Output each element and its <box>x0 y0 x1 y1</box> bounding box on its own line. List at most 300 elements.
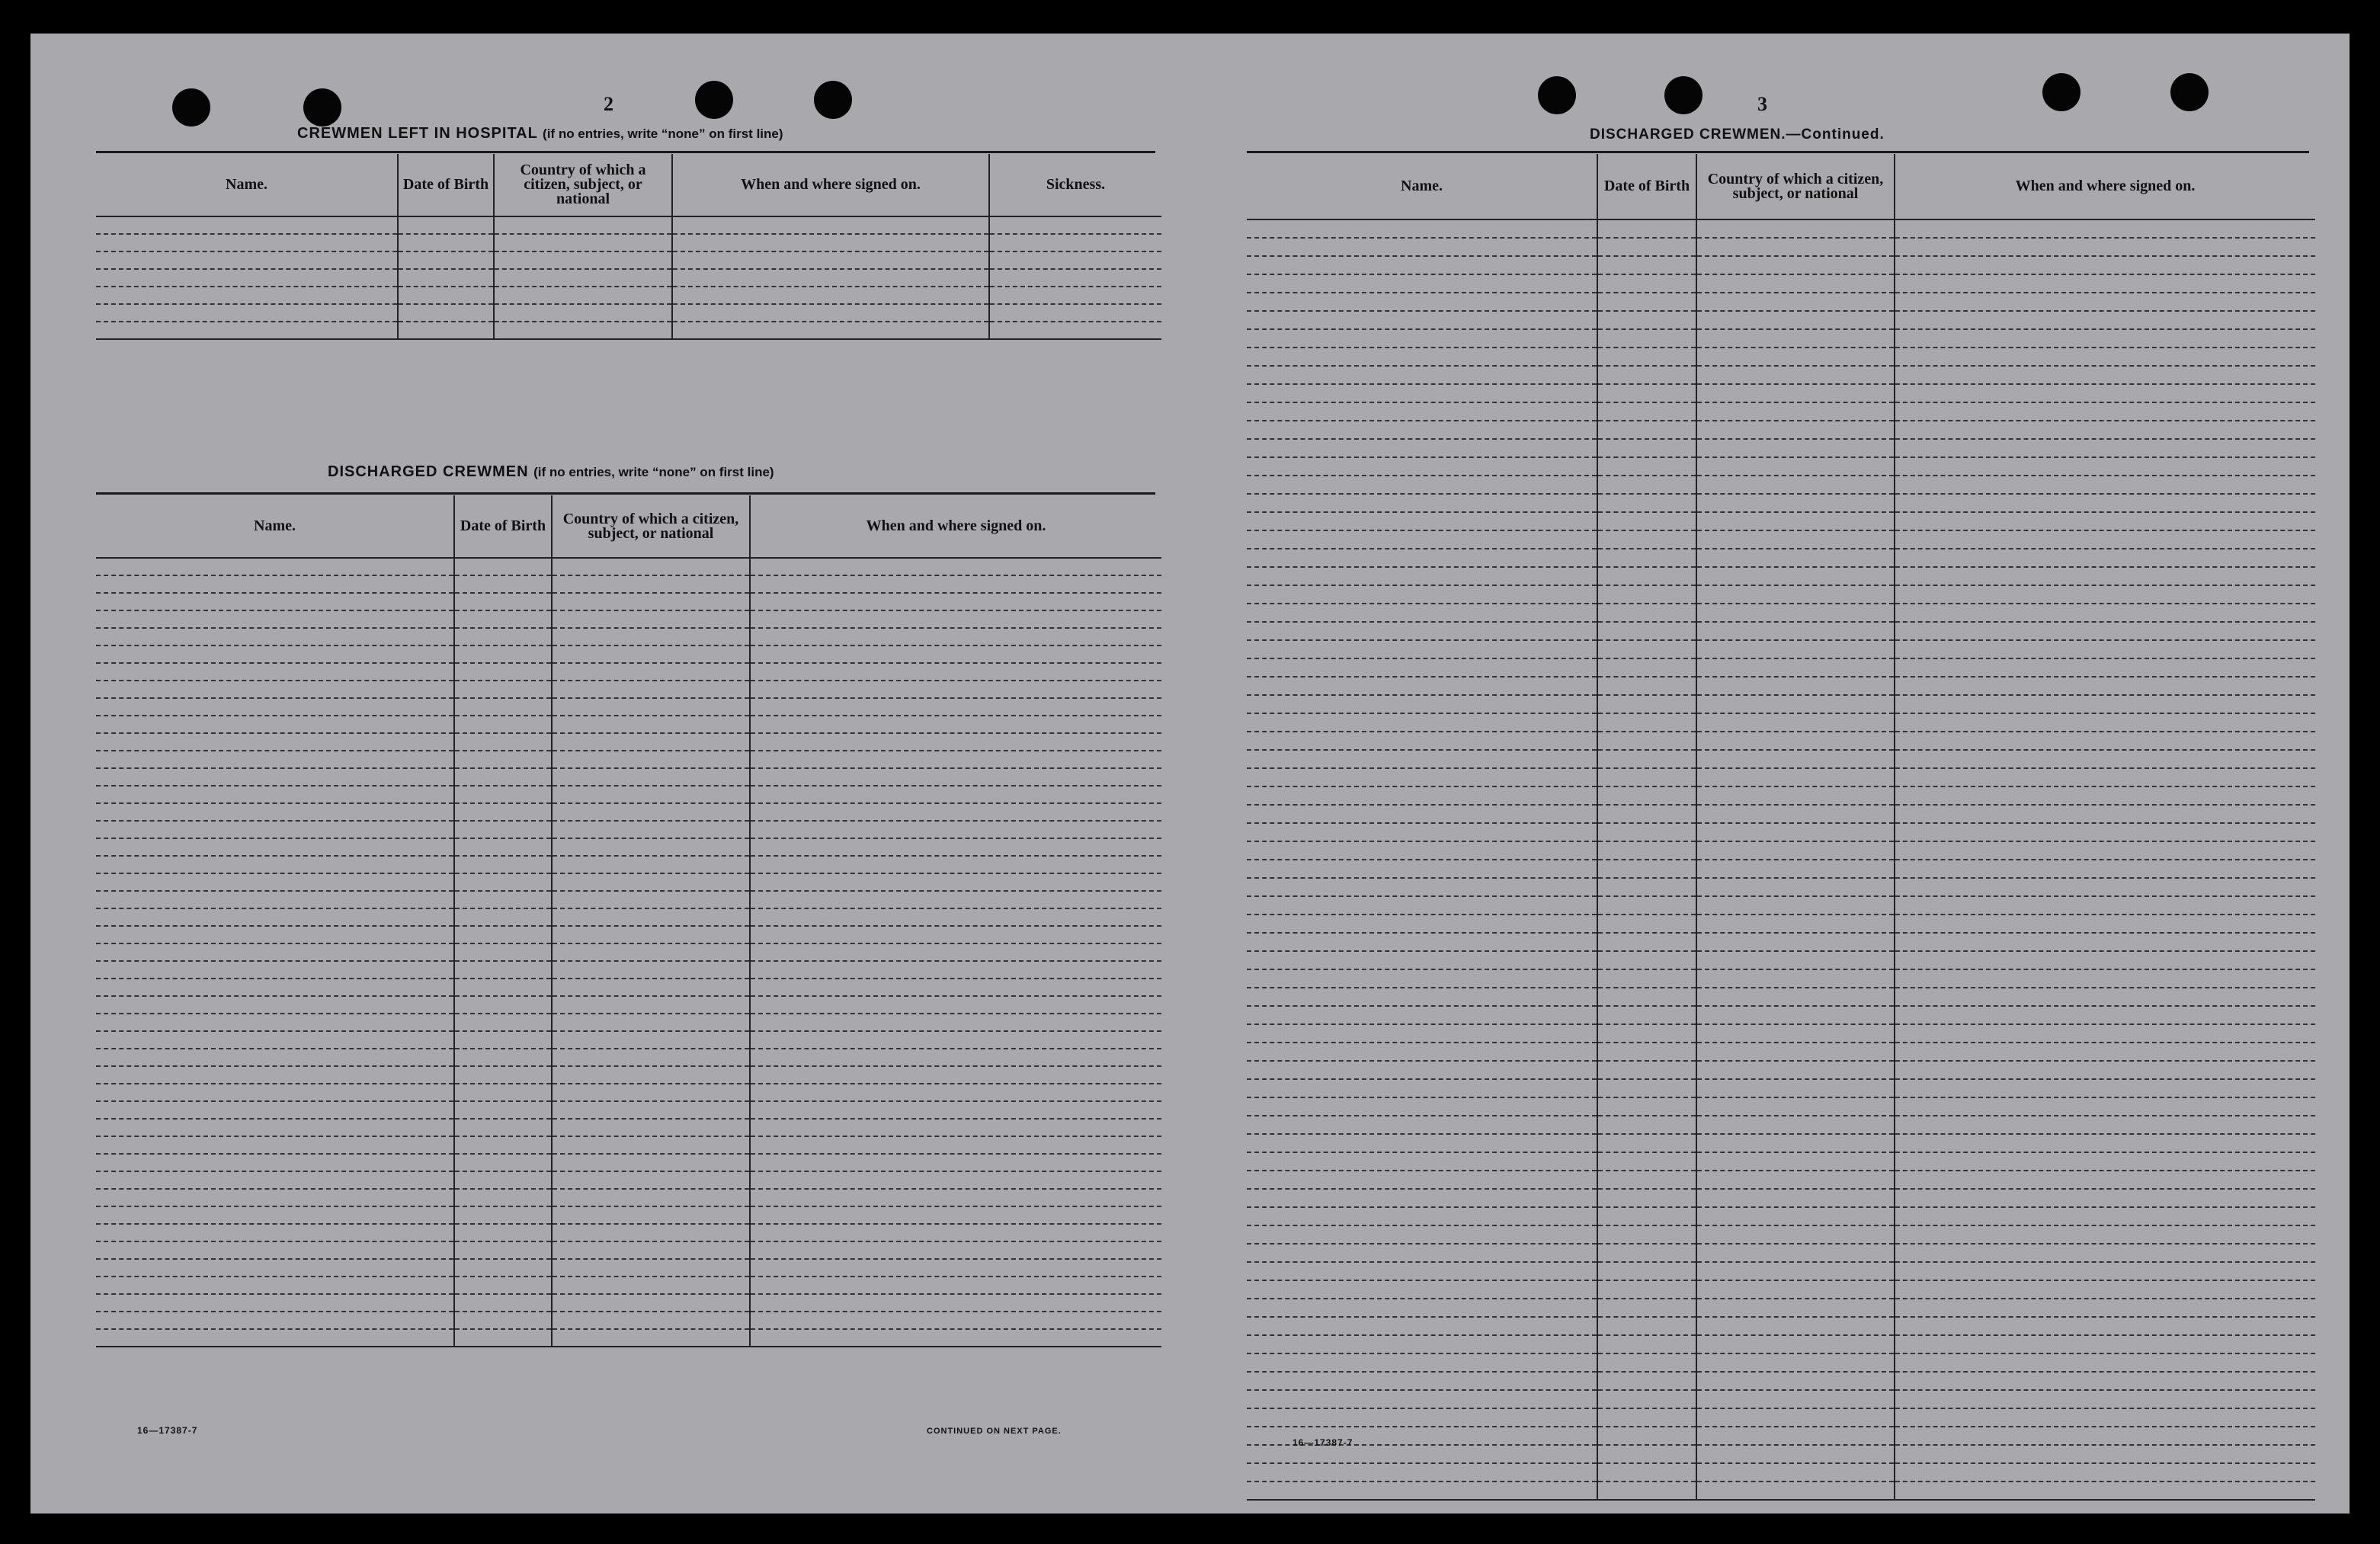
blank-cell <box>1696 476 1895 494</box>
blank-cell <box>96 1136 454 1154</box>
blank-cell <box>552 1136 750 1154</box>
blank-entry-row <box>1247 1299 2315 1317</box>
blank-cell <box>454 891 552 908</box>
blank-cell <box>1597 1463 1696 1482</box>
blank-cell <box>398 251 494 269</box>
blank-cell <box>1696 1317 1895 1335</box>
blank-cell <box>1895 768 2315 786</box>
column-header-country: Country of which a citizen, subject, or national <box>1696 154 1895 219</box>
blank-cell <box>672 287 989 304</box>
blank-entry-row <box>96 269 1161 287</box>
blank-cell <box>552 1259 750 1277</box>
blank-cell <box>1597 421 1696 439</box>
column-header-signed-on: When and where signed on. <box>750 495 1161 558</box>
blank-entry-row <box>1247 1335 2315 1353</box>
blank-cell <box>1895 476 2315 494</box>
blank-cell <box>552 558 750 575</box>
blank-cell <box>1597 1152 1696 1171</box>
blank-cell <box>454 1259 552 1277</box>
blank-entry-row <box>96 234 1161 251</box>
blank-cell <box>1597 1207 1696 1225</box>
blank-cell <box>398 234 494 251</box>
blank-cell <box>1597 750 1696 768</box>
blank-cell <box>1696 713 1895 732</box>
blank-entry-row <box>96 1312 1161 1329</box>
blank-cell <box>1696 421 1895 439</box>
blank-cell <box>454 698 552 716</box>
blank-cell <box>1247 439 1597 457</box>
blank-entry-row <box>1247 348 2315 366</box>
blank-cell <box>1247 1244 1597 1262</box>
blank-cell <box>1247 1043 1597 1061</box>
blank-cell <box>494 287 672 304</box>
blank-entry-row <box>1247 860 2315 878</box>
blank-cell <box>1247 494 1597 512</box>
blank-cell <box>1696 915 1895 933</box>
blank-cell <box>1895 988 2315 1006</box>
blank-entry-row <box>96 1154 1161 1171</box>
blank-entry-row <box>1247 1482 2315 1500</box>
blank-entry-row <box>96 645 1161 663</box>
blank-cell <box>1597 1262 1696 1280</box>
blank-cell <box>1247 274 1597 293</box>
blank-cell <box>750 1049 1161 1066</box>
blank-entry-row <box>1247 585 2315 604</box>
blank-cell <box>1247 219 1597 238</box>
blank-entry-row <box>1247 988 2315 1006</box>
blank-cell <box>1895 713 2315 732</box>
blank-cell <box>1247 786 1597 805</box>
blank-entry-row <box>1247 1116 2315 1134</box>
blank-cell <box>454 1312 552 1329</box>
blank-cell <box>1895 1079 2315 1097</box>
blank-cell <box>454 663 552 681</box>
blank-cell <box>1597 969 1696 988</box>
blank-cell <box>96 1224 454 1241</box>
column-header-country: Country of which a citizen, subject, or national <box>494 154 672 216</box>
blank-cell <box>1597 640 1696 658</box>
blank-cell <box>1696 841 1895 860</box>
blank-cell <box>750 821 1161 838</box>
blank-cell <box>1597 823 1696 841</box>
blank-cell <box>750 628 1161 645</box>
blank-cell <box>1597 476 1696 494</box>
blank-cell <box>96 610 454 628</box>
blank-entry-row <box>1247 805 2315 823</box>
blank-cell <box>1696 604 1895 622</box>
blank-cell <box>1247 933 1597 951</box>
blank-entry-row <box>1247 402 2315 421</box>
blank-cell <box>1597 274 1696 293</box>
blank-entry-row <box>1247 366 2315 384</box>
blank-cell <box>1247 348 1597 366</box>
blank-cell <box>1696 274 1895 293</box>
blank-entry-row <box>1247 329 2315 348</box>
blank-cell <box>1895 1482 2315 1500</box>
blank-entry-row <box>1247 1244 2315 1262</box>
blank-cell <box>96 698 454 716</box>
blank-cell <box>1247 1390 1597 1408</box>
blank-cell <box>750 1294 1161 1312</box>
blank-cell <box>1895 1353 2315 1372</box>
blank-cell <box>1696 1134 1895 1152</box>
blank-cell <box>552 961 750 979</box>
blank-cell <box>1597 585 1696 604</box>
blank-cell <box>1696 1427 1895 1445</box>
blank-cell <box>454 1014 552 1031</box>
blank-cell <box>1696 1097 1895 1116</box>
blank-cell <box>1895 1463 2315 1482</box>
blank-cell <box>1696 640 1895 658</box>
blank-cell <box>672 216 989 234</box>
blank-cell <box>96 628 454 645</box>
blank-cell <box>1597 329 1696 348</box>
blank-cell <box>1597 878 1696 896</box>
blank-cell <box>750 610 1161 628</box>
blank-entry-row <box>96 943 1161 961</box>
blank-cell <box>1696 1171 1895 1189</box>
blank-cell <box>96 269 398 287</box>
blank-cell <box>1696 494 1895 512</box>
blank-cell <box>96 733 454 751</box>
form-number: 16—17387-7 <box>137 1425 198 1436</box>
blank-entry-row <box>96 733 1161 751</box>
blank-cell <box>1597 1171 1696 1189</box>
blank-cell <box>1247 896 1597 915</box>
blank-cell <box>1597 402 1696 421</box>
blank-cell <box>1895 1244 2315 1262</box>
blank-cell <box>96 681 454 698</box>
entry-lines <box>96 558 1161 1347</box>
blank-cell <box>1597 1189 1696 1207</box>
blank-entry-row <box>1247 823 2315 841</box>
blank-cell <box>1597 530 1696 549</box>
blank-cell <box>750 1312 1161 1329</box>
blank-cell <box>96 1294 454 1312</box>
blank-entry-row <box>96 1189 1161 1206</box>
blank-cell <box>1696 1043 1895 1061</box>
blank-cell <box>1247 476 1597 494</box>
blank-cell <box>454 716 552 733</box>
blank-entry-row <box>1247 1079 2315 1097</box>
blank-cell <box>398 322 494 339</box>
blank-cell <box>96 1154 454 1171</box>
blank-cell <box>1696 1061 1895 1079</box>
blank-cell <box>454 575 552 593</box>
blank-cell <box>750 926 1161 943</box>
blank-cell <box>1895 1189 2315 1207</box>
blank-cell <box>1895 1372 2315 1390</box>
blank-cell <box>1247 713 1597 732</box>
blank-entry-row <box>1247 1445 2315 1463</box>
blank-cell <box>750 786 1161 803</box>
blank-cell <box>1247 1079 1597 1097</box>
blank-entry-row <box>96 593 1161 610</box>
blank-cell <box>1247 1225 1597 1244</box>
blank-cell <box>454 908 552 926</box>
blank-cell <box>1247 293 1597 311</box>
punch-hole <box>303 88 341 127</box>
blank-cell <box>1696 1299 1895 1317</box>
blank-cell <box>1247 1482 1597 1500</box>
blank-cell <box>552 628 750 645</box>
blank-cell <box>398 269 494 287</box>
blank-cell <box>750 1031 1161 1049</box>
blank-cell <box>1696 622 1895 640</box>
blank-entry-row <box>96 322 1161 339</box>
blank-cell <box>1696 1152 1895 1171</box>
blank-cell <box>96 768 454 786</box>
blank-entry-row <box>1247 750 2315 768</box>
blank-cell <box>1696 1445 1895 1463</box>
blank-cell <box>1895 1280 2315 1299</box>
blank-cell <box>1597 366 1696 384</box>
blank-cell <box>552 1049 750 1066</box>
blank-cell <box>96 1189 454 1206</box>
blank-entry-row <box>96 1259 1161 1277</box>
blank-cell <box>96 926 454 943</box>
blank-entry-row <box>96 856 1161 873</box>
blank-cell <box>1895 293 2315 311</box>
blank-cell <box>552 1014 750 1031</box>
blank-cell <box>672 269 989 287</box>
blank-entry-row <box>96 1294 1161 1312</box>
blank-cell <box>1696 988 1895 1006</box>
blank-cell <box>1696 786 1895 805</box>
blank-cell <box>1895 933 2315 951</box>
blank-cell <box>1597 1445 1696 1463</box>
blank-cell <box>1597 933 1696 951</box>
blank-cell <box>1895 786 2315 805</box>
blank-cell <box>1247 384 1597 402</box>
blank-cell <box>1895 951 2315 969</box>
blank-cell <box>1895 695 2315 713</box>
blank-cell <box>1696 878 1895 896</box>
blank-cell <box>1696 1353 1895 1372</box>
blank-entry-row <box>1247 1390 2315 1408</box>
blank-cell <box>552 1329 750 1347</box>
blank-entry-row <box>96 1171 1161 1189</box>
blank-cell <box>96 751 454 768</box>
blank-cell <box>1696 366 1895 384</box>
blank-cell <box>96 961 454 979</box>
blank-cell <box>1895 750 2315 768</box>
blank-cell <box>96 1206 454 1224</box>
blank-entry-row <box>1247 494 2315 512</box>
blank-cell <box>750 1084 1161 1101</box>
blank-cell <box>1597 768 1696 786</box>
blank-entry-row <box>96 1049 1161 1066</box>
blank-entry-row <box>1247 1207 2315 1225</box>
blank-cell <box>1696 585 1895 604</box>
blank-cell <box>1247 1006 1597 1024</box>
blank-cell <box>1247 969 1597 988</box>
blank-cell <box>454 1277 552 1294</box>
blank-entry-row <box>1247 732 2315 750</box>
blank-cell <box>552 1031 750 1049</box>
blank-cell <box>1895 677 2315 695</box>
blank-cell <box>1597 256 1696 274</box>
blank-cell <box>454 645 552 663</box>
blank-cell <box>552 1206 750 1224</box>
blank-cell <box>1895 896 2315 915</box>
blank-cell <box>750 891 1161 908</box>
column-header-name: Name. <box>96 154 398 216</box>
blank-cell <box>1247 1024 1597 1043</box>
blank-cell <box>750 838 1161 856</box>
blank-cell <box>96 558 454 575</box>
blank-cell <box>672 304 989 322</box>
blank-cell <box>1895 219 2315 238</box>
blank-cell <box>989 234 1161 251</box>
discharged-continued-table <box>1247 154 2315 1501</box>
blank-cell <box>398 304 494 322</box>
blank-cell <box>1247 640 1597 658</box>
blank-cell <box>750 1066 1161 1084</box>
blank-cell <box>1247 1317 1597 1335</box>
blank-cell <box>1696 969 1895 988</box>
blank-cell <box>454 1136 552 1154</box>
blank-cell <box>1597 1353 1696 1372</box>
blank-entry-row <box>1247 219 2315 238</box>
blank-cell <box>1247 823 1597 841</box>
blank-cell <box>1696 238 1895 256</box>
blank-cell <box>750 768 1161 786</box>
blank-cell <box>1696 329 1895 348</box>
blank-cell <box>1696 311 1895 329</box>
blank-cell <box>1597 1299 1696 1317</box>
blank-cell <box>1895 1152 2315 1171</box>
blank-cell <box>1597 238 1696 256</box>
blank-cell <box>398 287 494 304</box>
blank-cell <box>1597 384 1696 402</box>
blank-cell <box>1247 1207 1597 1225</box>
blank-cell <box>96 1066 454 1084</box>
blank-cell <box>1696 750 1895 768</box>
blank-cell <box>552 1119 750 1136</box>
blank-cell <box>1696 732 1895 750</box>
blank-entry-row <box>1247 915 2315 933</box>
blank-cell <box>454 996 552 1014</box>
blank-entry-row <box>1247 1427 2315 1445</box>
blank-cell <box>454 979 552 996</box>
blank-cell <box>494 322 672 339</box>
blank-cell <box>552 645 750 663</box>
punch-hole <box>695 81 733 119</box>
blank-cell <box>750 1171 1161 1189</box>
blank-cell <box>1696 695 1895 713</box>
blank-cell <box>750 1154 1161 1171</box>
blank-cell <box>1696 933 1895 951</box>
blank-cell <box>96 716 454 733</box>
blank-cell <box>1597 1079 1696 1097</box>
column-header-date-of-birth: Date of Birth <box>1597 154 1696 219</box>
blank-cell <box>96 234 398 251</box>
blank-entry-row <box>96 786 1161 803</box>
blank-cell <box>750 803 1161 821</box>
blank-entry-row <box>96 926 1161 943</box>
blank-cell <box>1895 457 2315 476</box>
blank-cell <box>552 979 750 996</box>
blank-cell <box>1597 732 1696 750</box>
blank-entry-row <box>96 1241 1161 1259</box>
blank-cell <box>1247 1335 1597 1353</box>
blank-cell <box>1247 988 1597 1006</box>
blank-cell <box>96 943 454 961</box>
blank-entry-row <box>96 575 1161 593</box>
blank-cell <box>1247 1097 1597 1116</box>
blank-cell <box>989 251 1161 269</box>
blank-cell <box>1696 1225 1895 1244</box>
blank-entry-row <box>1247 293 2315 311</box>
blank-cell <box>1895 329 2315 348</box>
blank-entry-row <box>96 681 1161 698</box>
blank-cell <box>750 908 1161 926</box>
blank-cell <box>1696 1335 1895 1353</box>
blank-cell <box>1895 567 2315 585</box>
blank-cell <box>1895 421 2315 439</box>
blank-entry-row <box>96 1329 1161 1347</box>
blank-cell <box>1247 805 1597 823</box>
blank-cell <box>552 575 750 593</box>
blank-cell <box>1696 457 1895 476</box>
blank-entry-row <box>1247 786 2315 805</box>
hospital-section-title <box>297 125 783 143</box>
punch-hole <box>172 88 210 127</box>
blank-entry-row <box>1247 476 2315 494</box>
blank-cell <box>1895 841 2315 860</box>
blank-cell <box>750 996 1161 1014</box>
blank-cell <box>454 1154 552 1171</box>
blank-cell <box>1597 219 1696 238</box>
blank-cell <box>454 751 552 768</box>
blank-cell <box>1696 219 1895 238</box>
blank-cell <box>1247 1116 1597 1134</box>
blank-cell <box>1895 732 2315 750</box>
blank-cell <box>1247 878 1597 896</box>
blank-entry-row <box>1247 1061 2315 1079</box>
blank-entry-row <box>1247 841 2315 860</box>
blank-cell <box>552 593 750 610</box>
blank-cell <box>1696 805 1895 823</box>
blank-entry-row <box>1247 439 2315 457</box>
blank-cell <box>1247 915 1597 933</box>
blank-cell <box>1696 1408 1895 1427</box>
blank-cell <box>1895 402 2315 421</box>
blank-cell <box>1597 1097 1696 1116</box>
blank-cell <box>1597 311 1696 329</box>
blank-entry-row <box>96 304 1161 322</box>
blank-cell <box>552 716 750 733</box>
blank-cell <box>750 1101 1161 1119</box>
blank-cell <box>1597 1024 1696 1043</box>
blank-entry-row <box>96 558 1161 575</box>
blank-cell <box>96 287 398 304</box>
blank-entry-row <box>1247 713 2315 732</box>
blank-entry-row <box>96 768 1161 786</box>
blank-cell <box>552 733 750 751</box>
blank-cell <box>1597 841 1696 860</box>
blank-cell <box>1696 896 1895 915</box>
blank-entry-row <box>96 1084 1161 1101</box>
discharged-section-title <box>328 463 774 481</box>
blank-cell <box>1895 622 2315 640</box>
blank-cell <box>1895 348 2315 366</box>
blank-cell <box>1895 1262 2315 1280</box>
blank-cell <box>454 926 552 943</box>
blank-cell <box>1597 1317 1696 1335</box>
blank-cell <box>750 558 1161 575</box>
